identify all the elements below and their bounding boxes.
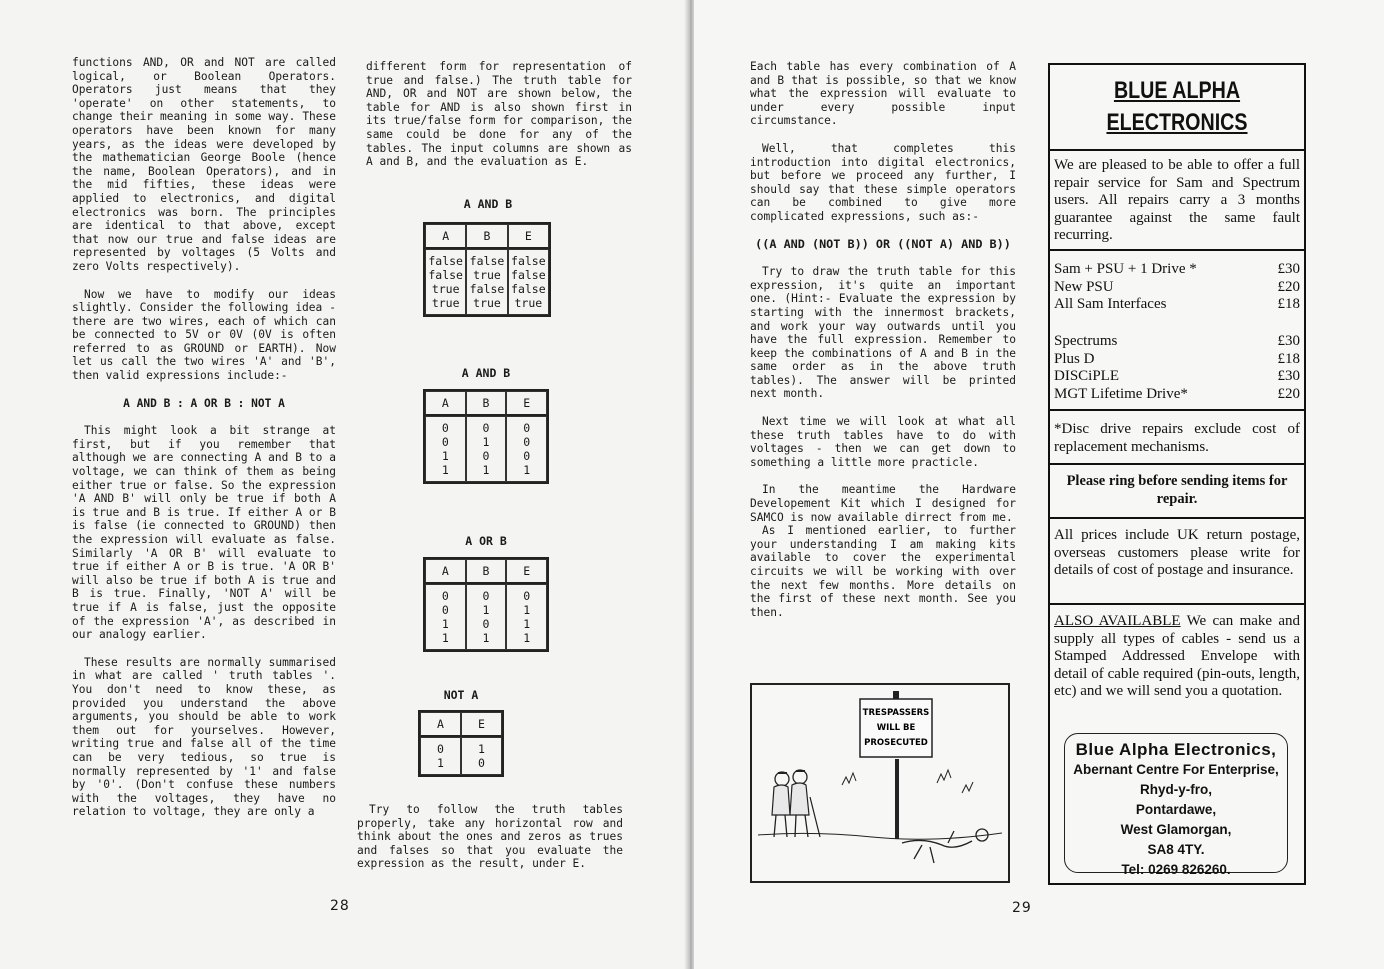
right-column-top xyxy=(366,60,632,183)
sam-price-list xyxy=(1054,261,1300,314)
divider xyxy=(1050,463,1304,465)
ring-note: Please ring before sending items for repair. xyxy=(1066,473,1288,507)
table-column: 0 0 0 1 xyxy=(506,416,547,482)
divider xyxy=(1050,517,1304,519)
price-row: Sam + PSU + 1 Drive * £30 xyxy=(1054,261,1300,277)
price-row: MGT Lifetime Drive* £20 xyxy=(1054,385,1300,402)
advert-title: BLUE ALPHA ELECTRONICS xyxy=(1106,77,1248,136)
table-column: 0 1 xyxy=(420,737,461,775)
price-row: DISCiPLE £30 xyxy=(1054,368,1300,384)
spectrum-price-list xyxy=(1054,333,1300,403)
paragraph: functions AND, OR and NOT are called logical, or Boolean Operators. Operators just means that they 'operate' on other statements, to change their meaning in some way. These operators have been known for many years, as the ideas were developed by the mathematician George Boole (hence the name, Boolean Operators), and in the mid fifties, these ideas were applied to electronics, and digital electronics was born. The principles are identical to that above, except that now our true and false ideas are represented by voltages (5 Volts and zero Volts respectively). xyxy=(72,56,336,273)
trespassers-cartoon xyxy=(750,683,1010,883)
table-column: false true false true xyxy=(466,249,507,315)
table-header: B xyxy=(466,224,507,249)
table-title: A OR B xyxy=(465,534,507,548)
paragraph: different form for representation of true and false.) The truth table for AND, OR and NOT are shown below, the table for AND is also shown first in its true/false form for comparison, the same could be done for any of the tables. The input columns are shown as A and B, and the evaluation as E. xyxy=(366,60,632,169)
address-line: Pontardawe, xyxy=(1135,802,1217,817)
price-row: Plus D £18 xyxy=(1054,350,1300,367)
table-header: A xyxy=(425,559,466,584)
address-box xyxy=(1064,733,1288,877)
address-line: Rhyd-y-fro, xyxy=(1140,782,1212,797)
address-line: West Glamorgan, xyxy=(1120,822,1232,837)
advert-intro: We are pleased to be able to offer a full repair service for Sam and Spectrum users. All repairs carry a 3 months guarantee against the same fault recurring. xyxy=(1054,157,1300,243)
price-row: Spectrums £30 xyxy=(1054,333,1300,349)
sign-text: PROSECUTED xyxy=(864,738,928,748)
right-column-bottom xyxy=(357,803,623,885)
expression-heading: A AND B : A OR B : NOT A xyxy=(123,396,285,410)
postage-note: All prices include UK return postage, overseas customers please write for details of cost of postage and insurance. xyxy=(1054,527,1300,578)
table-column: 0 1 0 1 xyxy=(466,584,507,650)
article-column xyxy=(750,60,1016,633)
paragraph: Now we have to modify our ideas slightly. Consider the following idea - there are two wires, each of which can be connected to 5V or 0V (0V is often referred to as GROUND or EARTH). Now let us call the two wires 'A' and 'B', then valid expressions include:- xyxy=(72,287,336,383)
paragraph: Try to draw the truth table for this expression, it's quite an important one. (Hint:- Evaluate the expression by starting with the innermost brackets, and work your way outwards until you have the full expression. Remember to keep the combinations of A and B in the same order as in the above truth tables). The answer will be printed next month. xyxy=(750,265,1016,401)
table-column: 0 1 0 1 xyxy=(466,416,507,482)
paragraph: As I mentioned earlier, to further your understanding I am making kits available to cover the experimental circuits we will be working with over the next few months. More details on the first of these next month. See you then. xyxy=(750,524,1016,619)
page-number: 28 xyxy=(330,898,350,914)
address-line: Abernant Centre For Enterprise, xyxy=(1073,762,1279,777)
table-column: false false false true xyxy=(508,249,549,315)
page-29 xyxy=(694,0,1384,969)
table-title: NOT A xyxy=(443,688,479,702)
table-column: false false true true xyxy=(425,249,466,315)
price-row: All Sam Interfaces £18 xyxy=(1054,296,1300,312)
table-header: E xyxy=(506,391,547,416)
divider xyxy=(1050,249,1304,251)
divider xyxy=(1050,409,1304,411)
paragraph: Try to follow the truth tables properly, take any horizontal row and think about the ones and zeros as trues and falses so that you evaluate the expression as the result, under E. xyxy=(357,803,623,871)
table-header: A xyxy=(420,712,461,737)
table-column: 0 0 1 1 xyxy=(425,416,466,482)
blue-alpha-advert xyxy=(1048,63,1306,885)
table-header: B xyxy=(466,391,507,416)
paragraph: Well, that completes this introduction into digital electronics, but before we proceed any further, I should say that these simple operators can be combined to give more complicated expressions, such as:- xyxy=(750,141,1016,223)
cartoon-illustration xyxy=(752,685,1008,881)
table-column: 1 0 xyxy=(461,737,502,775)
truth-table-not xyxy=(418,710,504,777)
truth-table-and-words xyxy=(423,222,551,317)
paragraph: Each table has every combination of A and B that is possible, so that we know what the expression will evaluate to under every possible input circumstance. xyxy=(750,60,1016,128)
table-title: A AND B xyxy=(463,197,513,211)
table-header: B xyxy=(466,559,507,584)
paragraph: Next time we will look at what all these truth tables have to do with voltages - then we can get down to something a little more practicle. xyxy=(750,415,1016,469)
disc-note: *Disc drive repairs exclude cost of replacement mechanisms. xyxy=(1054,421,1300,455)
telephone: Tel: 0269 826260. xyxy=(1121,862,1231,877)
table-header: E xyxy=(461,712,502,737)
left-column xyxy=(72,56,336,833)
truth-table-or xyxy=(423,557,549,652)
table-header: A xyxy=(425,224,466,249)
page-28 xyxy=(0,0,688,969)
divider xyxy=(1050,149,1304,151)
price-row: New PSU £20 xyxy=(1054,278,1300,295)
table-header: A xyxy=(425,391,466,416)
paragraph: In the meantime the Hardware Developement Kit which I designed for SAMCO is now available dirrect from me. xyxy=(750,483,1016,524)
table-header: E xyxy=(508,224,549,249)
paragraph: This might look a bit strange at first, but if you remember that although we are connecting A and B to a voltage, we can think of them as being either true or false. So the expression 'A AND B' will only be true if both A is true and B is true. If either A or B is false (ie connected to GROUND) then the expression will evaluate as false. Similarly 'A OR B' will evaluate to true if either A or B is true. 'A OR B' will also be true if both A is true and B is true. Finally, 'NOT A' will be true if A is false, just the opposite of the expression 'A', as described in our analogy earlier. xyxy=(72,424,336,642)
paragraph: These results are normally summarised in what are called ' truth tables '. You don't need to know these, as provided you understand the above arguments, you should be able to work them out for yourselves. However, writing true and false all of the time can be very tedious, so true is normally represented by '1' and false by '0'. (Don't confuse these numbers with the voltages, they have no relation to voltage, they are only a xyxy=(72,655,336,819)
also-available: ALSO AVAILABLE We can make and supply all types of cables - send us a Stamped Addressed Envelope with detail of cable required (pin-outs, length, etc) and we will send you a quotation. xyxy=(1054,613,1300,699)
sign-text: WILL BE xyxy=(876,723,916,733)
table-column: 0 1 1 1 xyxy=(506,584,547,650)
address-line: SA8 4TY. xyxy=(1147,842,1205,857)
page-number: 29 xyxy=(1012,900,1032,916)
truth-table-and xyxy=(423,389,549,484)
table-header: E xyxy=(506,559,547,584)
table-column: 0 0 1 1 xyxy=(425,584,466,650)
sign-text: TRESPASSERS xyxy=(862,708,930,718)
table-title: A AND B xyxy=(461,366,511,380)
company-name: Blue Alpha Electronics, xyxy=(1075,740,1277,759)
divider xyxy=(1050,603,1304,605)
expression-heading: ((A AND (NOT B)) OR ((NOT A) AND B)) xyxy=(755,236,1011,251)
